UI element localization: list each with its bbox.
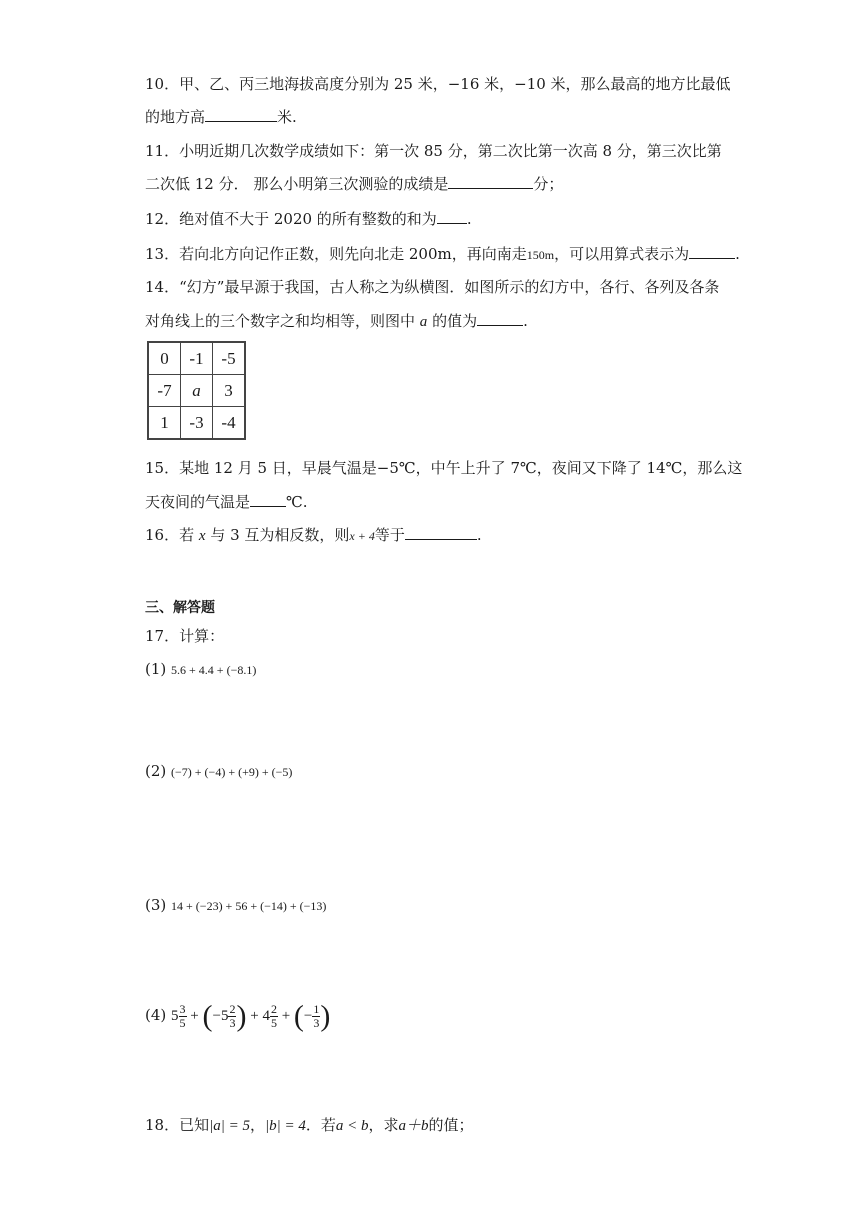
- q11-answer-blank[interactable]: [448, 173, 533, 189]
- q18-line: [145, 1115, 474, 1136]
- q12-line: [145, 208, 472, 229]
- q17-title: 17．计算：: [145, 627, 225, 645]
- magic-square-cell: -4: [213, 407, 246, 440]
- fraction-numerator: 3: [179, 1002, 186, 1017]
- q14-answer-blank[interactable]: [477, 310, 523, 326]
- q17-part3: [145, 895, 326, 916]
- q14-text-post: 的值为: [432, 312, 478, 330]
- magic-square-cell: 1: [148, 407, 181, 440]
- magic-square: [147, 341, 246, 440]
- plus-sign: +: [250, 1008, 259, 1024]
- q11-text-pre: 二次低 12 分． 那么小明第三次测验的成绩是: [145, 175, 449, 193]
- q16-text-post: 等于: [374, 526, 405, 544]
- q12-text-post: .: [466, 210, 472, 228]
- q15-text-pre: 天夜间的气温是: [145, 493, 251, 511]
- q10-line1: 10．甲、乙、丙三地海拔高度分别为 25 米，−16 米，−10 米，那么最高的地方比最低: [145, 75, 731, 93]
- q17-part1-label: (1): [145, 660, 167, 678]
- q18-text-mid: ．若: [305, 1116, 336, 1134]
- minus-sign: −: [212, 1008, 221, 1024]
- q18-abs-a: |a| = 5: [209, 1118, 250, 1134]
- fraction-denominator: 3: [229, 1016, 236, 1031]
- q16-line: [145, 524, 482, 546]
- q13-text-pre: 13．若向北方向记作正数，则先向北走 200m，再向南走: [145, 245, 527, 263]
- q10-text-post: 米.: [277, 108, 297, 126]
- q17-part2-expression: (−7) + (−4) + (+9) + (−5): [171, 765, 293, 779]
- q14-variable: a: [419, 314, 428, 330]
- q10-answer-blank[interactable]: [205, 106, 277, 122]
- plus-sign: +: [281, 1008, 291, 1024]
- magic-square-cell: -7: [148, 375, 181, 407]
- q17-part3-expression: 14 + (−23) + 56 + (−14) + (−13): [171, 899, 327, 913]
- q11-line1: 11．小明近期几次数学成绩如下：第一次 85 分，第二次比第一次高 8 分，第三次比第: [145, 142, 722, 160]
- q15-answer-blank[interactable]: [250, 491, 286, 507]
- magic-square-cell: 3: [213, 375, 246, 407]
- magic-square-cell: -1: [181, 342, 213, 375]
- q13-answer-blank[interactable]: [689, 243, 735, 259]
- q18-text-pre: 18．已知: [145, 1116, 210, 1134]
- q17-part1: [145, 659, 256, 680]
- q17-part1-expression: 5.6 + 4.4 + (−8.1): [171, 663, 257, 677]
- fraction-numerator: 2: [270, 1002, 277, 1017]
- plus-sign: +: [190, 1008, 199, 1024]
- q16-text-pre: 16．若: [145, 526, 195, 544]
- mixed-number-whole: 5: [220, 1008, 229, 1024]
- q16-text-mid: 与 3 互为相反数，则: [210, 526, 350, 544]
- left-paren: (: [293, 999, 304, 1033]
- q17-part4-expression: [171, 999, 331, 1033]
- q13-text-mid: ，可以用算式表示为: [554, 245, 690, 263]
- q14-text-pre: 对角线上的三个数字之和均相等，则图中: [145, 312, 416, 330]
- q16-expression: x + 4: [349, 529, 375, 543]
- fraction-denominator: 5: [270, 1016, 277, 1031]
- q12-text-pre: 12．绝对值不大于 2020 的所有整数的和为: [145, 210, 437, 228]
- q10-line2: [145, 106, 297, 127]
- magic-square-row: [148, 407, 245, 440]
- q18-expression: a＋b: [398, 1118, 429, 1134]
- q18-condition: a < b: [335, 1118, 369, 1134]
- q17-part2: [145, 761, 292, 782]
- q15-line1: 15．某地 12 月 5 日，早晨气温是−5℃，中午上升了 7℃，夜间又下降了 14℃，那么这: [145, 459, 743, 477]
- q13-line: [145, 243, 740, 265]
- q17-part3-label: (3): [145, 896, 167, 914]
- q18-separator: ，: [249, 1116, 265, 1134]
- q13-text-post: .: [735, 245, 740, 263]
- q14-line1: 14．“幻方”最早源于我国，古人称之为纵横图．如图所示的幻方中，各行、各列及各条: [145, 278, 720, 296]
- fraction-numerator: 1: [313, 1002, 320, 1017]
- q15-text-post: ℃.: [286, 493, 308, 511]
- q17-part4-label: (4): [145, 1006, 167, 1024]
- q17-part2-label: (2): [145, 762, 167, 780]
- magic-square-cell: -3: [181, 407, 213, 440]
- q18-abs-b: |b| = 4: [264, 1118, 306, 1134]
- fraction: [179, 1003, 187, 1030]
- q12-answer-blank[interactable]: [437, 208, 467, 224]
- right-paren: ): [320, 999, 331, 1033]
- q18-text-mid2: ，求: [368, 1116, 399, 1134]
- fraction-denominator: 5: [179, 1016, 186, 1031]
- q11-text-post: 分；: [533, 175, 564, 193]
- mixed-number-whole: 4: [262, 1008, 270, 1024]
- fraction-numerator: 2: [229, 1002, 236, 1017]
- q14-text-end: .: [523, 312, 528, 330]
- minus-sign: −: [303, 1008, 313, 1024]
- magic-square-cell: a: [181, 375, 213, 407]
- right-paren: ): [236, 999, 247, 1033]
- q13-distance: 150m: [526, 248, 555, 262]
- magic-square-row: [148, 375, 245, 407]
- fraction-denominator: 3: [313, 1016, 320, 1031]
- q16-variable: x: [198, 528, 206, 544]
- q11-line2: [145, 173, 563, 194]
- q16-text-end: .: [476, 526, 482, 544]
- magic-square-row: [148, 342, 245, 375]
- section-heading: 三、解答题: [145, 600, 215, 616]
- q17-part4: [145, 1000, 330, 1032]
- q15-line2: [145, 491, 308, 512]
- mixed-number-whole: 5: [171, 1008, 179, 1024]
- magic-square-cell: -5: [213, 342, 246, 375]
- q18-text-post: 的值；: [428, 1116, 474, 1134]
- q10-text-pre: 的地方高: [145, 108, 206, 126]
- magic-square-cell: 0: [148, 342, 181, 375]
- q14-line2: [145, 310, 528, 332]
- fraction: [270, 1003, 278, 1030]
- left-paren: (: [202, 999, 213, 1033]
- q16-answer-blank[interactable]: [405, 524, 477, 540]
